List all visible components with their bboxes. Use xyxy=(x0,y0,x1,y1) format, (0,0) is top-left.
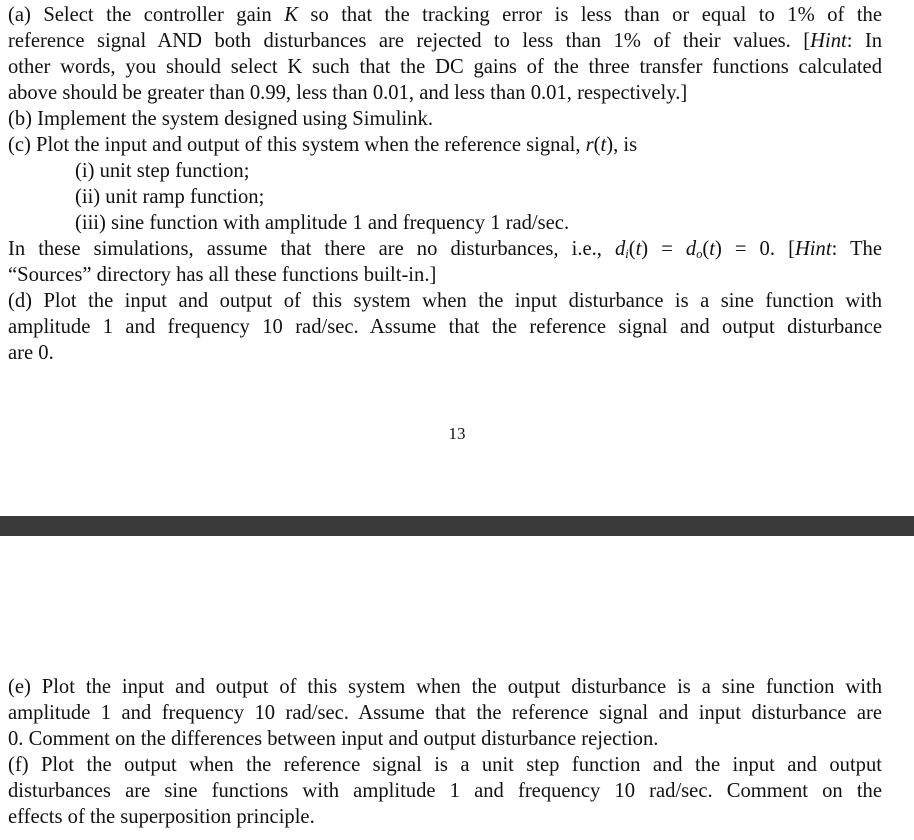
part-c-item-3: (iii) sine function with amplitude 1 and frequency 1 rad/sec. xyxy=(75,212,570,234)
part-e-line-1: (e) Plot the input and output of this system when the output disturbance is a sine function with xyxy=(8,676,882,698)
part-e-line-2: amplitude 1 and frequency 10 rad/sec. Assume that the reference signal and input disturbance are xyxy=(8,702,882,724)
part-f-line-1: (f) Plot the output when the reference signal is a unit step function and the input and output xyxy=(8,754,882,776)
part-b: (b) Implement the system designed using Simulink. xyxy=(8,108,433,130)
part-c-item-1: (i) unit step function; xyxy=(75,160,250,182)
part-c-intro: (c) Plot the input and output of this system when the reference signal, r(t), is xyxy=(8,134,638,156)
page-bottom xyxy=(0,536,914,840)
part-a-line-4: above should be greater than 0.99, less than 0.01, and less than 0.01, respectively.] xyxy=(8,82,688,104)
part-c-note-line-1: In these simulations, assume that there are no disturbances, i.e., $d_i(t) = d_o(t) = 0$. [Hint: The xyxy=(8,238,882,262)
part-c-note-line-2: “Sources” directory has all these functions built-in.] xyxy=(8,264,437,286)
part-d-line-2: amplitude 1 and frequency 10 rad/sec. Assume that the reference signal and output disturbance xyxy=(8,316,882,338)
part-d-line-1: (d) Plot the input and output of this system when the input disturbance is a sine function with xyxy=(8,290,882,312)
part-a-line-1: (a) Select the controller gain K so that the tracking error is less than or equal to 1% of the xyxy=(8,4,882,26)
page-number: 13 xyxy=(448,424,466,443)
part-a-line-2: reference signal AND both disturbances are rejected to less than 1% of their values. [Hint: In xyxy=(8,30,882,52)
part-f-line-2: disturbances are sine functions with amplitude 1 and frequency 10 rad/sec. Comment on the xyxy=(8,780,882,802)
part-f-line-3: effects of the superposition principle. xyxy=(8,806,315,828)
part-e-line-3: 0. Comment on the differences between input and output disturbance rejection. xyxy=(8,728,659,750)
part-c-item-2: (ii) unit ramp function; xyxy=(75,186,265,208)
part-a-line-3: other words, you should select K such that the DC gains of the three transfer functions calculated xyxy=(8,56,882,78)
page-divider xyxy=(0,516,914,536)
part-d-line-3: are 0. xyxy=(8,342,54,364)
